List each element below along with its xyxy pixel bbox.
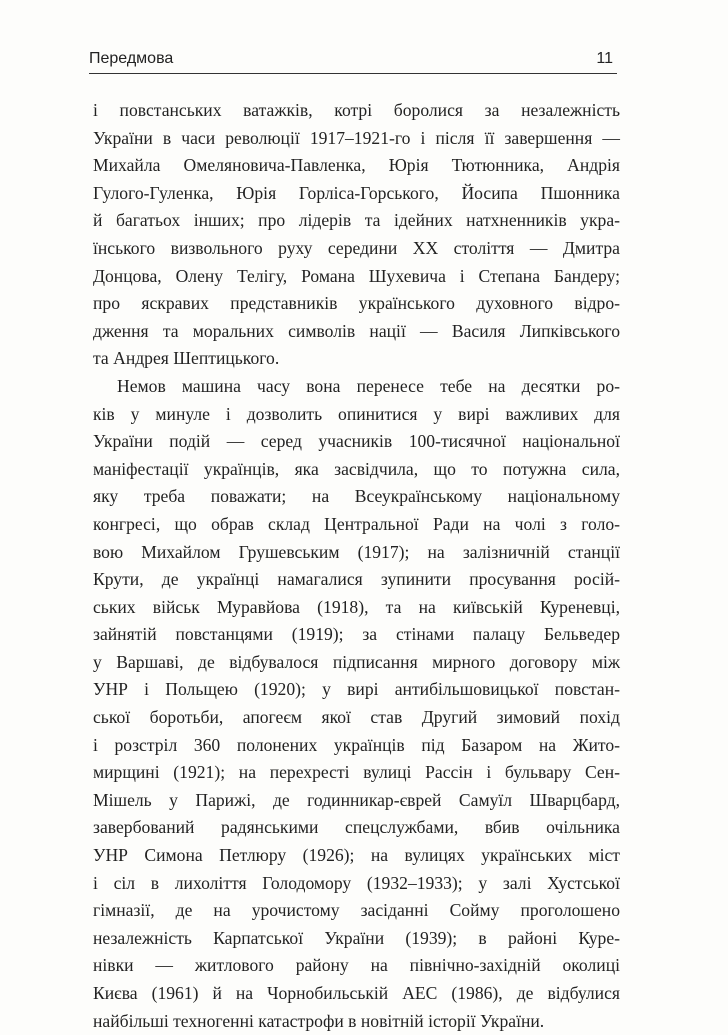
text-line: Києва (1961) й на Чорнобильській АЕС (1986), де відбулися	[93, 983, 620, 1003]
text-line: Михайла Омеляновича-Павленка, Юрія Тютюнника, Андрія	[93, 155, 620, 176]
text-line: мирщині (1921); на перехресті вулиці Рассін і бульвару Сен-	[93, 762, 620, 783]
text-line: й багатьох інших; про лідерів та ідейних натхненників укра-	[93, 210, 620, 231]
text-line: завербований радянськими спецслужбами, вбив очільника	[93, 817, 620, 838]
text-line: вою Михайлом Грушевським (1917); на залізничній станції	[93, 541, 620, 562]
header-rule	[89, 73, 617, 74]
text-line: гімназії, де на урочистому засіданні Сойму проголошено	[93, 900, 620, 921]
paragraph	[93, 97, 620, 373]
text-line: ків у минуле і дозволить опинитися у вирі важливих для	[93, 403, 620, 424]
text-line: яку треба поважати; на Всеукраїнському національному	[93, 486, 620, 507]
page-number: 11	[596, 50, 613, 67]
text-line: і розстріл 360 полонених українців під Базаром на Жито-	[93, 734, 620, 755]
text-line: найбільші техногенні катастрофи в новітній історії України.	[93, 1010, 545, 1031]
running-head: Передмова	[89, 50, 174, 67]
text-line: і повстанських ватажків, котрі боролися за незалежність	[93, 100, 620, 120]
text-line: України в часи революції 1917–1921-го і після її завершення —	[93, 127, 620, 148]
text-line: УНР Симона Петлюру (1926); на вулицях українських міст	[93, 845, 620, 866]
text-line: маніфестації українців, яка засвідчила, що то потужна сила,	[93, 458, 620, 479]
text-line: дження та моральних символів нації — Василя Липківського	[93, 320, 620, 341]
text-line: Донцова, Олену Телігу, Романа Шухевича і Степана Бандеру;	[93, 265, 620, 286]
text-line: нівки — житлового району на північно-західній околиці	[93, 955, 620, 976]
text-line: конгресі, що обрав склад Центральної Ради на чолі з голо-	[93, 513, 620, 534]
text-line: і сіл в лихоліття Голодомору (1932–1933); у залі Хустської	[93, 872, 620, 893]
text-line: ських військ Муравйова (1918), та на київській Куреневці,	[93, 596, 620, 617]
text-line: ської боротьби, апогеєм якої став Другий зимовий похід	[93, 707, 620, 728]
text-line: та Андрея Шептицького.	[93, 348, 280, 369]
text-line: їнського визвольного руху середини XX століття — Дмитра	[93, 237, 620, 258]
text-line: України подій — серед учасників 100-тисячної національної	[93, 431, 620, 452]
body-text	[93, 97, 620, 1035]
text-line: Немов машина часу вона перенесе тебе на десятки ро-	[117, 375, 620, 396]
page-header	[89, 48, 617, 72]
paragraph	[93, 373, 620, 1035]
text-line: зайнятій повстанцями (1919); за стінами палацу Бельведер	[93, 624, 620, 645]
text-line: у Варшаві, де відбувалося підписання мирного договору між	[93, 651, 620, 672]
text-line: Крути, де українці намагалися зупинити просування росій-	[93, 569, 620, 590]
text-line: Гулого-Гуленка, Юрія Горліса-Горського, Йосипа Пшонника	[93, 182, 620, 203]
text-line: про яскравих представників українського духовного відро-	[93, 293, 620, 314]
text-line: УНР і Польщею (1920); у вирі антибільшовицької повстан-	[93, 679, 620, 700]
text-line: Мішель у Парижі, де годинникар-єврей Самуїл Шварцбард,	[93, 789, 620, 810]
text-line: незалежність Карпатської України (1939); в районі Куре-	[93, 927, 620, 948]
